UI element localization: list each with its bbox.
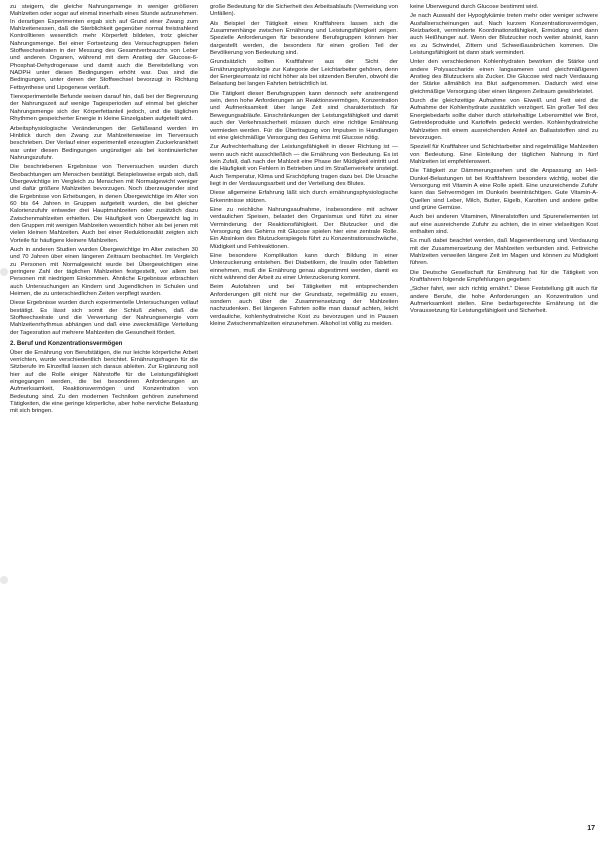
paragraph: Als Beispiel der Tätigkeit eines Kraftfahrers lassen sich die Zusammenhänge zwischen Ernährung und Leistungsfähigkeit zeigen. Spezielle Anforderungen für besondere Berufsgruppen können hier dargestellt werden, die besonders für einen großen Teil der Bevölkerung von Bedeutung sind. (210, 20, 398, 57)
paragraph: Durch die gleichzeitige Aufnahme von Eiweiß und Fett wird die Aufnahme der Kohlenhydrate zusätzlich verzögert. Ein großer Teil des Energiebedarfs sollte daher durch stärkehaltige Lebensmittel wie Brot, Getreideprodukte und Kartoffeln gedeckt werden. Kohlenhydratreiche Mahlzeiten mit einem ausreichenden Anteil an Ballaststoffen sind zu bevorzugen. (410, 98, 598, 141)
paragraph: Über die Ernährung von Berufstätigen, die nur leichte körperliche Arbeit verrichten, wurde verschiedentlich berichtet. Ernährungsfragen für die Sitzberufe im Einzelfall lassen sich daraus ableiten. Zur Ergänzung soll hier auf die Rolle einiger Nährstoffe für die Leistungsfähigkeit eingegangen werden, die bei besonderen Anforderungen an Aufmerksamkeit, Reaktionsvermögen und Konzentration von Bedeutung sind. Zu den modernen Techniken gehören zunehmend Tätigkeiten, die eine geringe körperliche, aber hohe nervliche Belastung mit sich bringen. (10, 349, 198, 415)
paragraph: Arbeitsphysiologische Veränderungen der Gefäßwand werden im Hinblick durch den Zwang zur Mahlzeitenweise im Tierversuch beschrieben. Der Verlauf einer experimentell erzeugten Zuckerkrankheit war unter diesen Bedingungen ungünstiger als bei kontinuierlicher Nahrungszufuhr. (10, 125, 198, 161)
paragraph: Die Tätigkeit zur Dämmerungssehen und die Anpassung an Hell-Dunkel-Belastungen ist bei Kraftfahrern besonders wichtig, wobei die Versorgung mit Vitamin A eine Rolle spielt. Eine unzureichende Zufuhr kann das Sehvermögen im Dunkeln beeinträchtigen. Gute Vitamin-A-Quellen sind Leber, Milch, Butter, Eigelb, Karotten und andere gelbe und grüne Gemüse. (410, 168, 598, 211)
paragraph: Die Tätigkeit dieser Berufsgruppen kann dennoch sehr anstrengend sein, denn hohe Anforderungen an Reaktionsvermögen, Konzentration und Aufmerksamkeit über lange Zeit sind charakteristisch für Bewegungsabläufe. Einschränkungen der Leistungsfähigkeit und damit auch der Verkehrssicherheit müssen durch eine richtige Ernährung vermieden werden. Für die Übertragung von Impulsen in Handlungen ist eine gleichmäßige Versorgung des Gehirns mit Glucose nötig. (210, 90, 398, 141)
paragraph: Eine zu reichliche Nahrungsaufnahme, insbesondere mit schwer verdaulichen Speisen, belastet den Organismus und führt zu einer Verminderung der Reaktionsfähigkeit. Der Blutzucker und die Versorgung des Gehirns mit Glucose spielen hier eine zentrale Rolle. Ein Absinken des Blutzuckerspiegels führt zu Konzentrationsschwäche, Müdigkeit und Fehlreaktionen. (210, 206, 398, 250)
paragraph: Je nach Auswahl der Hypoglykämie treten mehr oder weniger schwere Ausfallserscheinungen auf. Nach kurzem Konzentrationsvermögen, Reizbarkeit, verminderte Koordinationsfähigkeit, Ermüdung und dann auch Heißhunger auf. Wenn der Blutzucker noch weiter absinkt, kann es zu Schwindel, Zittern und Schweißausbrüchen kommen. Die Leistungsfähigkeit ist dann stark vermindert. (410, 13, 598, 57)
paragraph: Unter den verschiedenen Kohlenhydraten bewirken die Stärke und andere Polysaccharide einen langsameren und gleichmäßigeren Anstieg des Blutzuckers als Zucker. Die Glucose wird nach Verdauung der Stärke allmählich ins Blut aufgenommen. Dadurch wird eine gleichmäßige Versorgung über einen längeren Zeitraum gewährleistet. (410, 59, 598, 95)
page-number: 17 (587, 825, 595, 832)
paragraph: Es muß dabei beachtet werden, daß Magenentleerung und Verdauung mit der Zusammensetzung der Mahlzeiten verbunden sind. Fettreiche Mahlzeiten verweilen längere Zeit im Magen und können zu Müdigkeit führen. (410, 238, 598, 267)
paragraph: Zur Aufrechterhaltung der Leistungsfähigkeit in dieser Richtung ist — wenn auch nicht ausschließlich — die Ernährung von Bedeutung. Es ist kein Zufall, daß nach der Mahlzeit eine Phase der Müdigkeit eintritt und die Häufigkeit von Fehlern in Betrieben und im Straßenverkehr ansteigt. Auch Temperatur, Klima und Erschöpfung tragen dazu bei. Die Ursache liegt in der Verdauungsarbeit und der Verteilung des Blutes. (210, 144, 398, 187)
paragraph: Die beschriebenen Ergebnisse von Tierversuchen wurden durch Beobachtungen am Menschen bestätigt. Beispielsweise ergab sich, daß Übergewichtige im Vergleich zu Menschen mit Normalgewicht weniger und dafür größere Mahlzeiten bevorzugen. Noch überzeugender sind die Ergebnisse von Erhebungen, in denen Übergewichtige im Alter von 60 bis 64 Jahren in Gruppen aufgeteilt wurden, die bei gleicher Kalorienzufuhr entweder drei Hauptmahlzeiten oder zusätzlich dazu Zwischenmahlzeiten erhielten. Die Häufigkeit von Übergewicht lag in den Gruppen mit wenigen Mahlzeiten wesentlich höher als bei jenen mit vielen kleinen Mahlzeiten. Auch bei einer Reduktionsdiät zeigten sich Vorteile für häufigere kleinere Mahlzeiten. (10, 164, 198, 244)
column-middle (210, 4, 398, 820)
paragraph: Grundsätzlich sollten Kraftfahrer aus der Sicht der Ernährungsphysiologie zur Kategorie der Leichtarbeiter gehören, denn der Energieumsatz ist nicht höher als bei sitzenden Berufen, obwohl die Belastung bei langen Fahrten beträchtlich ist. (210, 59, 398, 88)
paragraph: Speziell für Kraftfahrer und Schichtarbeiter sind regelmäßige Mahlzeiten von Bedeutung. Eine Einteilung der täglichen Nahrung in fünf Mahlzeiten ist empfehlenswert. (410, 144, 598, 165)
paragraph: „Sicher fahrt, wer sich richtig ernährt.“ Diese Feststellung gilt auch für andere Berufe, die hohe Anforderungen an Konzentration und Aufmerksamkeit stellen. Eine bedarfsgerechte Ernährung ist die Voraussetzung für Leistungsfähigkeit und Sicherheit. (410, 286, 598, 315)
paragraph: keine Überwegund durch Glucose bestimmt wird. (410, 4, 539, 10)
paragraph: Beim Autofahren und bei Tätigkeiten mit entsprechenden Anforderungen gilt nicht nur der Grundsatz, regelmäßig zu essen, sondern auch über die Zusammensetzung der Mahlzeiten nachzudenken. Bei längeren Fahrten sollte man darauf achten, leicht verdauliche, kohlenhydratreiche Kost zu bevorzugen und in Pausen kleine Zwischenmahlzeiten einzunehmen. Alkohol ist völlig zu meiden. (210, 284, 398, 328)
paragraph: Die Deutsche Gesellschaft für Ernährung hat für die Tätigkeit von Kraftfahrern folgende Empfehlungen gegeben: (410, 269, 598, 284)
paragraph: Tierexperimentelle Befunde weisen darauf hin, daß bei der Begrenzung der Nahrungszeit auf wenige Tagesperioden auf einmal bei gleicher Nahrungsmenge sich der Körperfettanteil jedoch, und die täglichen Rhythmen gespeicherter Energie in kleine Einzelgaben aufgeteilt wird. (10, 94, 198, 123)
document-page (10, 4, 598, 836)
paragraph: Auch bei anderen Vitaminen, Mineralstoffen und Spurenelementen ist auf eine ausreichende Zufuhr zu achten, die in einer vielseitigen Kost enthalten sind. (410, 214, 598, 235)
punch-hole-top (0, 268, 8, 276)
punch-hole-bottom (0, 576, 8, 584)
column-left (10, 4, 198, 820)
paragraph: Diese allgemeine Erfahrung läßt sich durch ernährungsphysiologische Erkenntnisse stützen. (210, 190, 398, 204)
paragraph: große Bedeutung für die Sicherheit des Arbeitsablaufs (Vermeidung von Unfällen). (210, 4, 398, 18)
paragraph: zu steigern, die gleiche Nahrungsmenge in weniger größeren Mahlzeiten oder sogar auf einmal innerhalb eines Stunde aufzunehmen. In derartigen Experimenten ergab sich auf Grund einer Zwang zum Mahlzeitenessen, daß die Sterblichkeit gegenüber normal freistrahlend Kontrolltieren wesentlich mehr Körperfett bildeten, trotz gleicher Nahrungsmenge. Bei einer Fortsetzung des Versuchsgruppen fielen Stoffwechselraten in der Messung des Gesamtverbrauchs von Leber und anderen Organen, während mit dem Anstieg der Glucose-6-Phosphat-Dehydrogenase und damit auch die Bereitstellung von NADPH unter diesen Bedingungen erhöht war. Das sind die Bedingungen, unter denen der Stoffwechsel bevorzugt in Richtung Fettsynthese und Lipogenese verläuft. (10, 4, 198, 91)
paragraph: Diese Ergebnisse wurden durch experimentelle Untersuchungen vollauf bestätigt. Es lässt sich somit der Schluß ziehen, daß die Stoffwechselrate und die Verwertung der Nahrungsenergie vom Mahlzeitenrhythmus abhängen und daß eine zweckmäßige Verteilung der Tagesration auf mehrere Mahlzeiten die Gesundheit fördert. (10, 300, 198, 336)
paragraph: Eine besondere Komplikation kann durch Bildung in einer Unterzuckerung entstehen. Bei Diabetikern, die Insulin oder Tabletten einnehmen, muß die Ernährung genau abgestimmt werden, damit es nicht während der Arbeit zu einer Unterzuckerung kommt. (210, 253, 398, 282)
paragraph: Auch in anderen Studien wurden Übergewichtige im Alter zwischen 30 und 70 Jahren über einen längeren Zeitraum beobachtet. Im Vergleich zu Personen mit Normalgewicht wurde bei Übergewichtigen eine geringere Zahl der täglichen Mahlzeiten festgestellt, vor allem bei Personen mit niedrigem Einkommen. Ähnliche Ergebnisse erbrachten auch Untersuchungen an Kindern und Jugendlichen in Schulen und Heimen, die zu unterschiedlichen Zeiten verpflegt wurden. (10, 247, 198, 298)
column-right (410, 4, 598, 820)
section-heading: 2. Beruf und Konzentrationsvermögen (10, 340, 123, 348)
